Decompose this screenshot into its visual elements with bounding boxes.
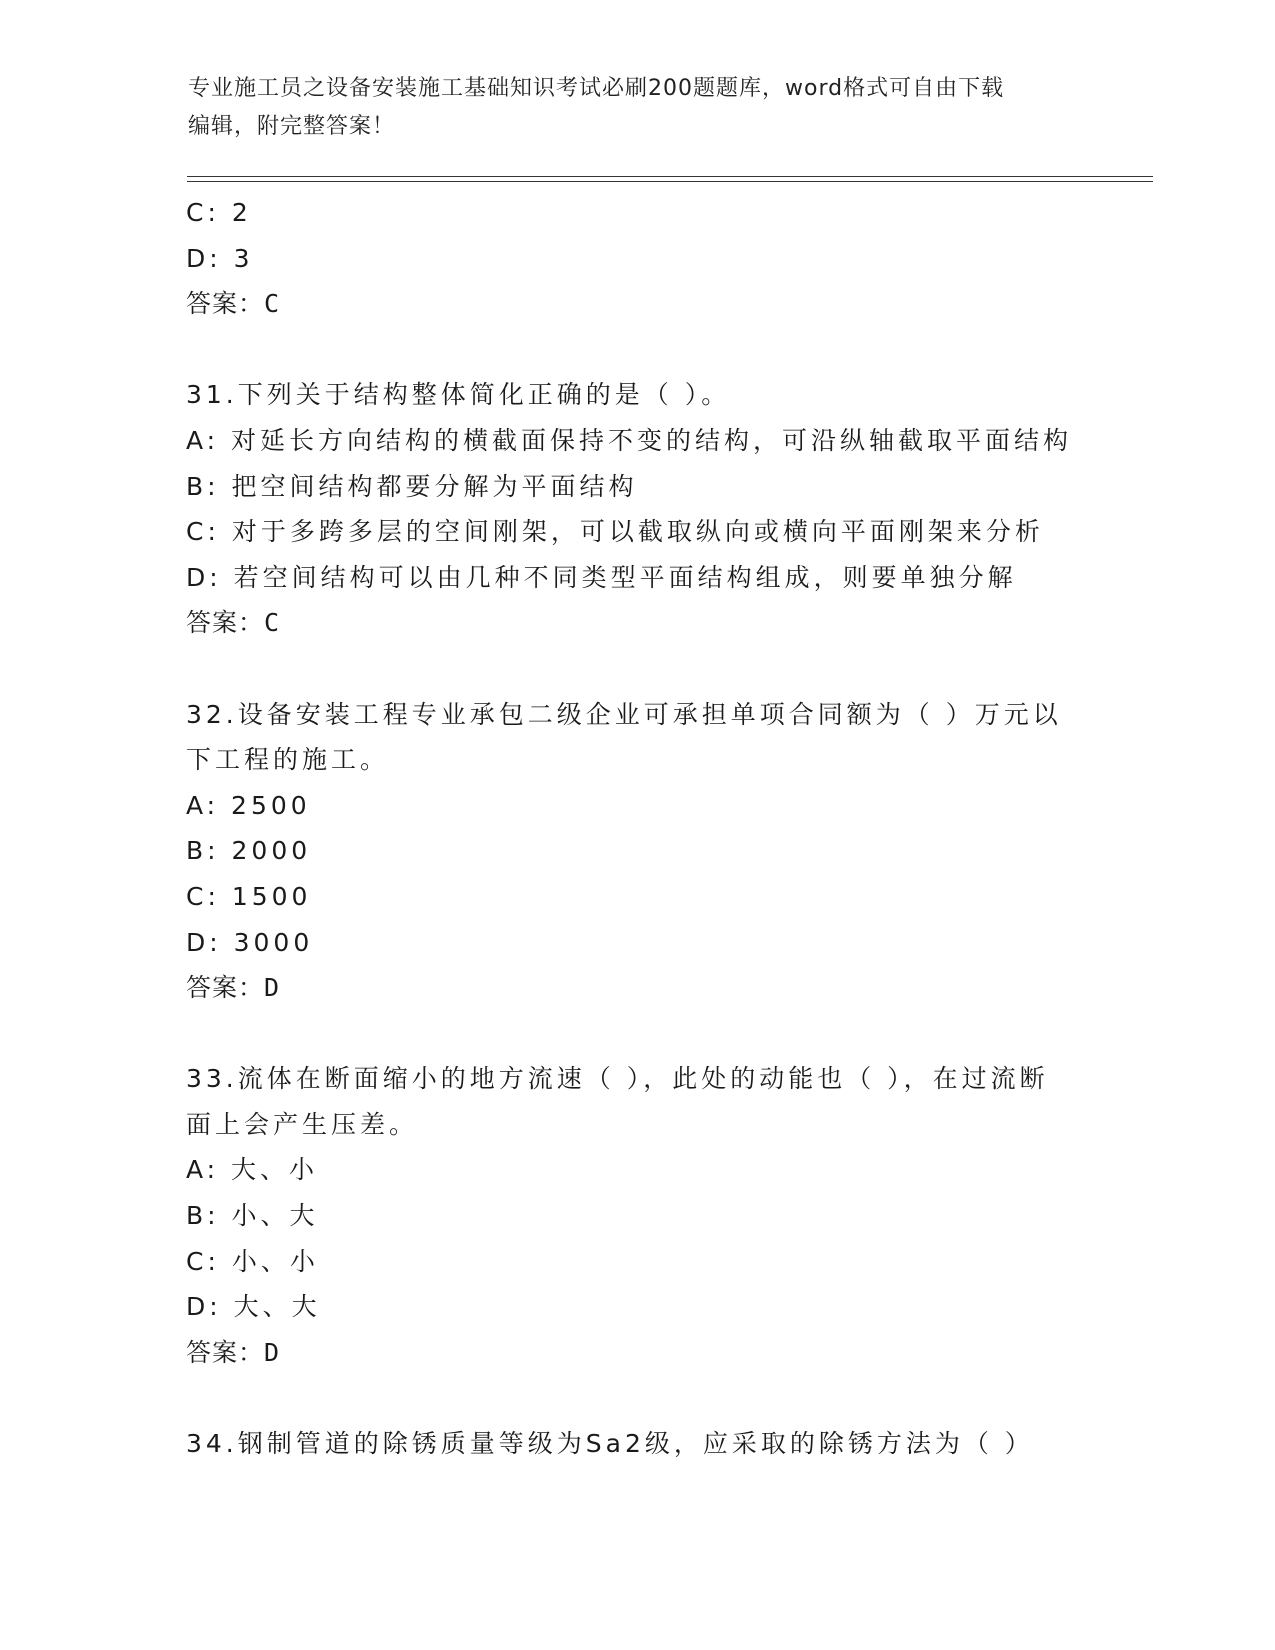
option-b: B: 小、大 xyxy=(186,1201,319,1231)
answer: 答案：D xyxy=(186,973,281,1003)
answer: 答案：D xyxy=(186,1337,281,1367)
question-text: 33.流体在断面缩小的地方流速（ ），此处的动能也（ ），在过流断 xyxy=(186,1064,1049,1094)
question-text: 32.设备安装工程专业承包二级企业可承担单项合同额为（ ）万元以 xyxy=(186,699,1062,729)
option-b: B: 2000 xyxy=(186,836,312,866)
spacer xyxy=(186,327,1086,373)
spacer xyxy=(186,646,1086,692)
option-a: A: 大、小 xyxy=(186,1155,319,1185)
spacer xyxy=(186,1375,1086,1421)
question-31 xyxy=(186,372,1086,646)
option-d: D: 3 xyxy=(186,243,254,273)
document-header xyxy=(188,70,1088,146)
question-text-continued: 面上会产生压差。 xyxy=(186,1109,419,1139)
option-c: C: 1500 xyxy=(186,881,312,911)
option-d: D: 3000 xyxy=(186,927,314,957)
header-divider-bottom xyxy=(187,181,1153,182)
question-33 xyxy=(186,1056,1086,1375)
option-c: C: 小、小 xyxy=(186,1246,319,1276)
option-d: D: 若空间结构可以由几种不同类型平面结构组成，则要单独分解 xyxy=(186,562,1017,592)
answer: 答案：C xyxy=(186,608,281,638)
question-content xyxy=(186,190,1086,1467)
header-divider-top xyxy=(187,176,1153,177)
question-34 xyxy=(186,1421,1086,1467)
question-text-continued: 下工程的施工。 xyxy=(186,745,390,775)
option-a: A: 2500 xyxy=(186,790,311,820)
spacer xyxy=(186,1011,1086,1057)
header-line-1: 专业施工员之设备安装施工基础知识考试必刷200题题库，word格式可自由下载 xyxy=(188,76,1005,101)
option-b: B: 把空间结构都要分解为平面结构 xyxy=(186,471,638,501)
header-line-2: 编辑，附完整答案！ xyxy=(188,114,396,139)
option-d: D: 大、大 xyxy=(186,1292,321,1322)
option-a: A: 对延长方向结构的横截面保持不变的结构，可沿纵轴截取平面结构 xyxy=(186,425,1073,455)
answer: 答案：C xyxy=(186,289,281,319)
question-32 xyxy=(186,692,1086,1011)
option-c: C: 2 xyxy=(186,198,252,227)
question-text: 34.钢制管道的除锈质量等级为Sa2级，应采取的除锈方法为（ ） xyxy=(186,1429,1034,1459)
option-c: C: 对于多跨多层的空间刚架，可以截取纵向或横向平面刚架来分析 xyxy=(186,517,1044,547)
question-text: 31.下列关于结构整体简化正确的是（ ）。 xyxy=(186,380,731,410)
